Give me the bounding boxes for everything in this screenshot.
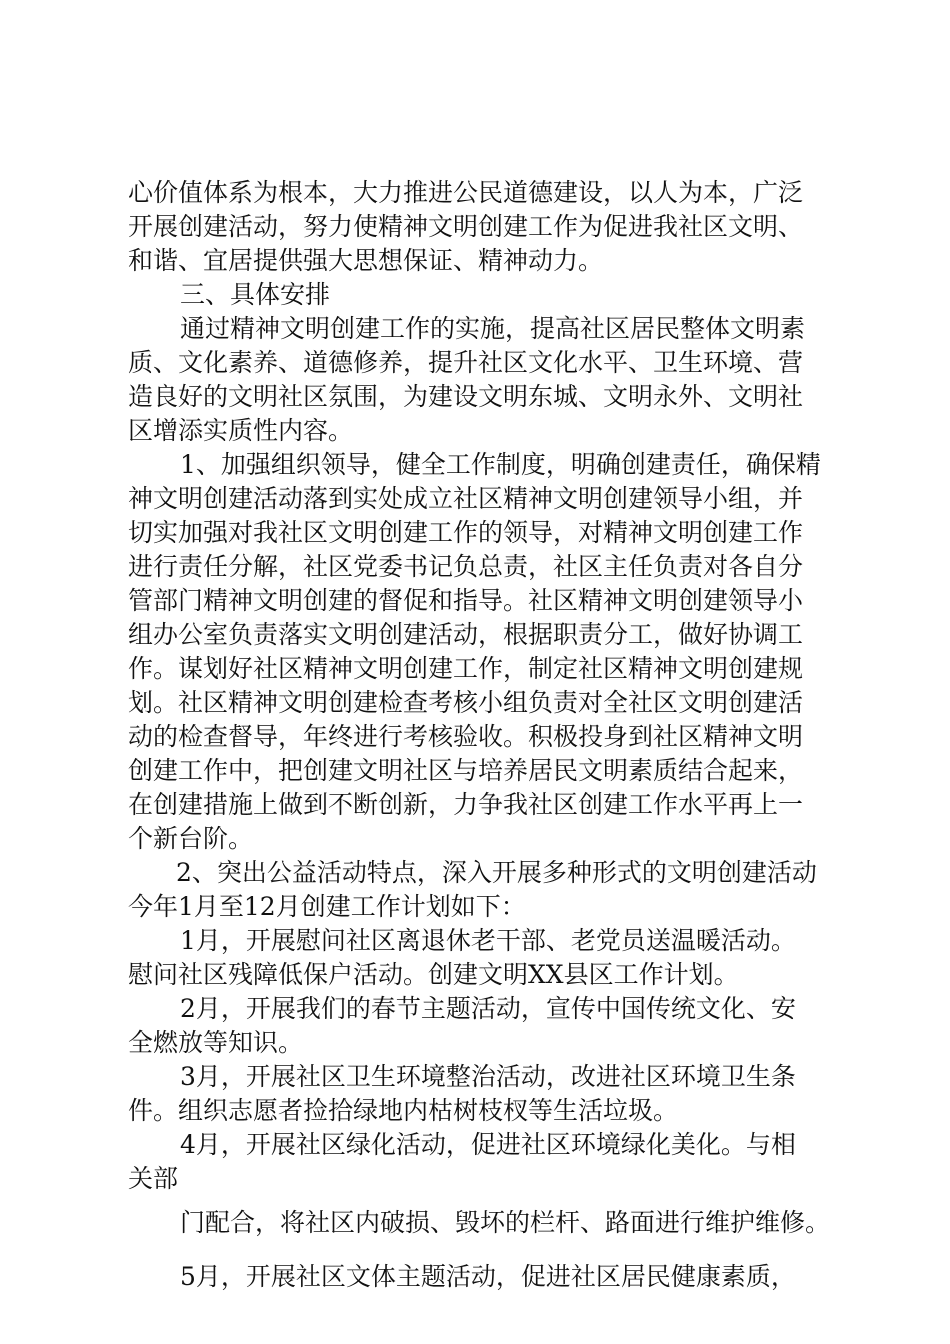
text-line-2: 开展创建活动，努力使精神文明创建工作为促进我社区文明、 [128, 212, 804, 241]
text-line-16: 划。社区精神文明创建检查考核小组负责对全社区文明创建活 [128, 688, 804, 717]
text-line-28: 件。组织志愿者捡拾绿地内枯树枝杈等生活垃圾。 [128, 1096, 679, 1125]
text-line-32: 5月，开展社区文体主题活动，促进社区居民健康素质， [180, 1262, 796, 1291]
text-line-9: 1、加强组织领导，健全工作制度，明确创建责任，确保精 [180, 450, 821, 479]
text-line-6: 质、文化素养、道德修养，提升社区文化水平、卫生环境、营 [128, 348, 804, 377]
text-line-27: 3月，开展社区卫生环境整治活动，改进社区环境卫生条 [180, 1062, 796, 1091]
section-heading: 三、具体安排 [180, 280, 331, 309]
text-line-18: 创建工作中，把创建文明社区与培养居民文明素质结合起来， [128, 756, 804, 785]
text-line-11: 切实加强对我社区文明创建工作的领导，对精神文明创建工作 [128, 518, 804, 547]
text-line-17: 动的检查督导，年终进行考核验收。积极投身到社区精神文明 [128, 722, 804, 751]
text-line-12: 进行责任分解，社区党委书记负总责，社区主任负责对各自分 [128, 552, 804, 581]
text-line-10: 神文明创建活动落到实处成立社区精神文明创建领导小组，并 [128, 484, 804, 513]
text-line-24: 慰问社区残障低保户活动。创建文明XX县区工作计划。 [128, 960, 739, 989]
text-line-15: 作。谋划好社区精神文明创建工作，制定社区精神文明创建规 [128, 654, 804, 683]
text-line-22: 今年1月至12月创建工作计划如下： [128, 892, 526, 921]
text-line-13: 管部门精神文明创建的督促和指导。社区精神文明创建领导小 [128, 586, 804, 615]
text-line-21: 2、突出公益活动特点，深入开展多种形式的文明创建活动 [176, 858, 817, 887]
text-line-5: 通过精神文明创建工作的实施，提高社区居民整体文明素 [180, 314, 806, 343]
text-line-31: 门配合，将社区内破损、毁坏的栏杆、路面进行维护维修。 [180, 1208, 831, 1237]
text-line-8: 区增添实质性内容。 [128, 416, 354, 445]
text-line-23: 1月，开展慰问社区离退休老干部、老党员送温暖活动。 [180, 926, 796, 955]
text-line-14: 组办公室负责落实文明创建活动，根据职责分工，做好协调工 [128, 620, 804, 649]
text-line-30: 关部 [128, 1164, 179, 1193]
text-line-3: 和谐、宜居提供强大思想保证、精神动力。 [128, 246, 604, 275]
text-line-1: 心价值体系为根本，大力推进公民道德建设，以人为本，广泛 [128, 178, 804, 207]
text-line-26: 全燃放等知识。 [128, 1028, 304, 1057]
text-line-25: 2月，开展我们的春节主题活动，宣传中国传统文化、安 [180, 994, 796, 1023]
text-line-29: 4月，开展社区绿化活动，促进社区环境绿化美化。与相 [180, 1130, 796, 1159]
text-line-7: 造良好的文明社区氛围，为建设文明东城、文明永外、文明社 [128, 382, 804, 411]
text-line-19: 在创建措施上做到不断创新，力争我社区创建工作水平再上一 [128, 790, 804, 819]
text-line-20: 个新台阶。 [128, 824, 254, 853]
